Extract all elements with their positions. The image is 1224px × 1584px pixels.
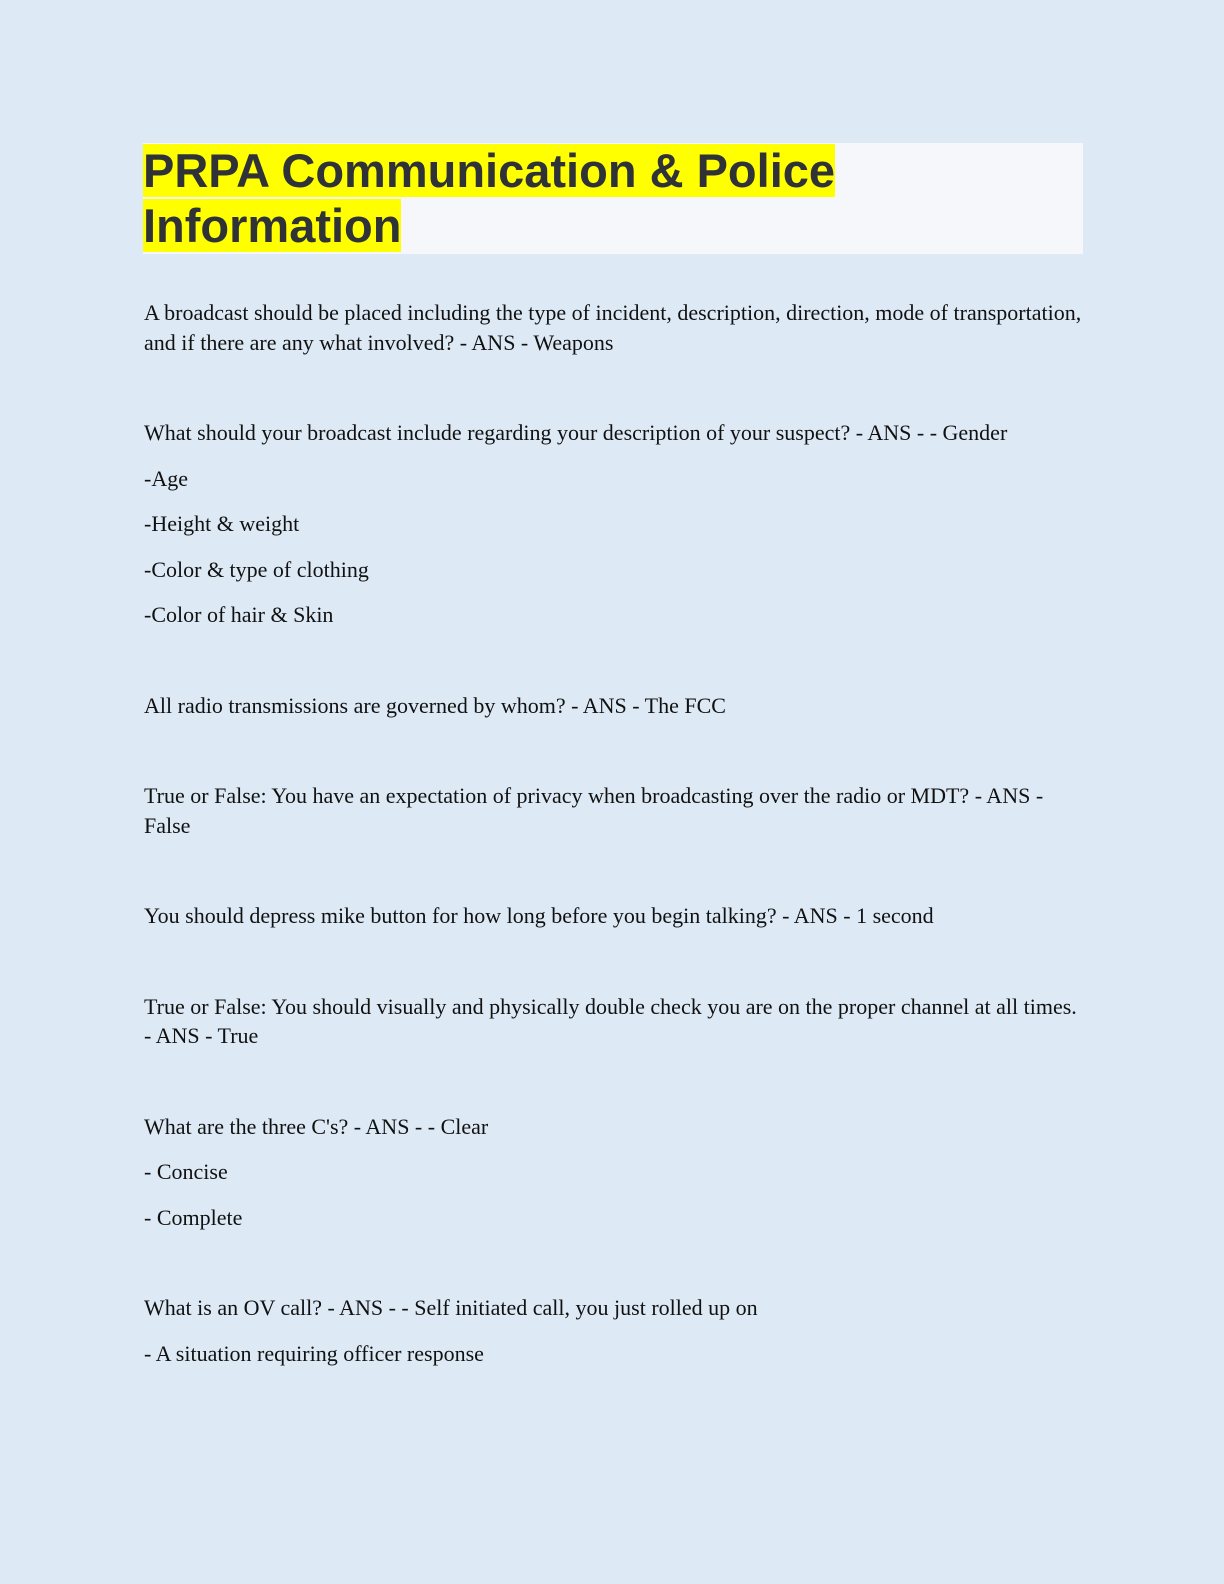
page-title — [143, 143, 1083, 253]
qa-line: -Color of hair & Skin — [144, 602, 334, 627]
qa-line: - Complete — [144, 1204, 243, 1230]
qa-item-suspect-description — [144, 418, 1084, 630]
qa-item-privacy — [144, 781, 1084, 840]
qa-item-ov-call — [144, 1293, 1084, 1368]
qa-line: -Age — [144, 465, 188, 491]
qa-list — [144, 298, 1084, 1429]
qa-item-fcc — [144, 691, 1084, 721]
qa-line: All radio transmissions are governed by whom? - ANS - The FCC — [144, 692, 726, 718]
qa-item-three-cs — [144, 1112, 1084, 1233]
qa-line: -Height & weight — [144, 511, 300, 536]
qa-line: -Color & type of clothing — [144, 556, 369, 582]
qa-line: A broadcast should be placed including the type of incident, description, direction, mode of transportation, and if there are any what involved? - ANS - Weapons — [144, 300, 1082, 355]
qa-line: - A situation requiring officer response — [144, 1340, 484, 1366]
qa-line: What are the three C's? - ANS - - Clear — [144, 1113, 489, 1139]
qa-line: - Concise — [144, 1159, 228, 1184]
qa-line: What should your broadcast include regarding your description of your suspect? - ANS - - Gender — [144, 420, 1008, 445]
qa-item-mike-button — [144, 901, 1084, 931]
qa-line: True or False: You have an expectation of privacy when broadcasting over the radio or MDT? - ANS - False — [144, 783, 1044, 838]
qa-line: True or False: You should visually and physically double check you are on the proper channel at all times. - ANS - True — [144, 993, 1077, 1048]
qa-item-broadcast — [144, 298, 1084, 357]
qa-line: You should depress mike button for how long before you begin talking? - ANS - 1 second — [144, 903, 934, 928]
title-line-1: PRPA Communication & Police — [143, 144, 836, 197]
title-box — [143, 143, 1083, 254]
qa-line: What is an OV call? - ANS - - Self initiated call, you just rolled up on — [144, 1295, 758, 1320]
qa-item-channel-check — [144, 992, 1084, 1051]
title-line-2: Information — [143, 199, 402, 252]
